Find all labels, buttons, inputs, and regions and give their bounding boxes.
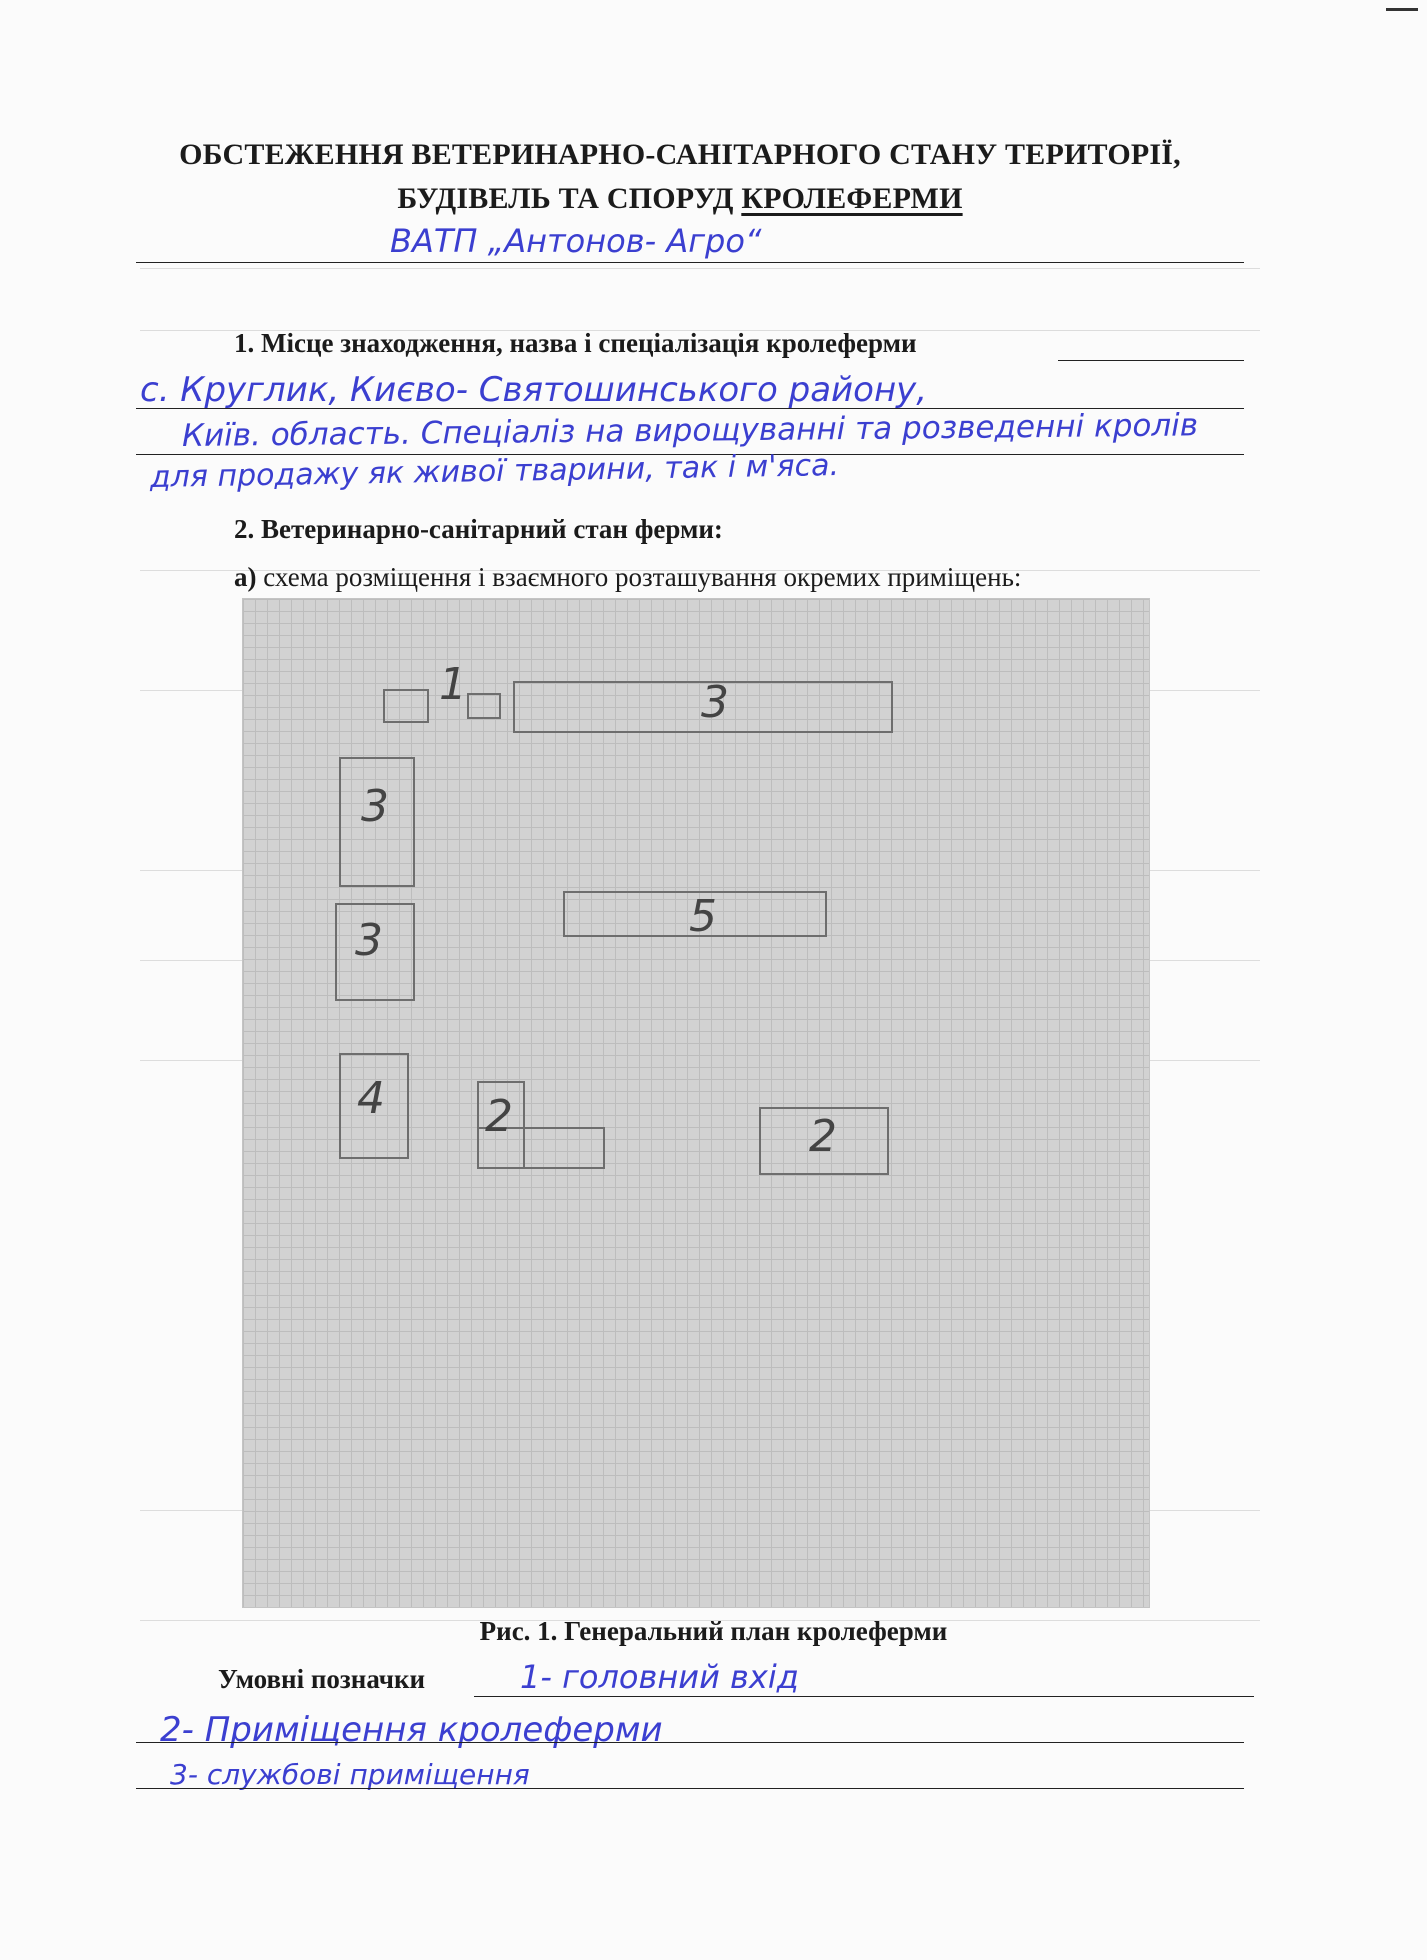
subheading-letter: а) — [234, 562, 257, 592]
general-plan-grid — [242, 598, 1150, 1608]
section1-handwritten-line1: с. Круглик, Києво- Святошинського району, — [140, 370, 928, 410]
legend-line3 — [136, 1788, 1244, 1789]
plan-building-label: 2 — [809, 1111, 837, 1162]
legend-entry-2: 2- Приміщення кролеферми — [160, 1710, 663, 1750]
plan-building-entrance-box-left — [383, 689, 429, 723]
plan-building-label: 5 — [689, 891, 717, 942]
section2-subheading — [234, 562, 1021, 593]
section1-handwritten-line3: для продажу як живої тварини, так і м'яса. — [149, 447, 840, 495]
figure-caption: Рис. 1. Генеральний план кролеферми — [479, 1616, 948, 1646]
section1-fill-line — [1058, 360, 1244, 361]
plan-building-label: 3 — [361, 781, 389, 832]
section2-heading: 2. Ветеринарно-санітарний стан ферми: — [234, 514, 723, 544]
plan-building-label: 3 — [355, 915, 383, 966]
farm-name-handwritten: ВАТП „Антонов- Агро“ — [390, 222, 762, 260]
plan-building-label: 3 — [701, 677, 729, 728]
legend-entry-3: 3- службові приміщення — [170, 1758, 530, 1791]
legend-line1 — [474, 1696, 1254, 1697]
section1-handwritten-line2: Київ. область. Спеціаліз на вирощуванні та розведенні кролів — [181, 407, 1199, 454]
plan-building-label: 2 — [485, 1091, 513, 1142]
legend-line2 — [136, 1742, 1244, 1743]
section1-heading: 1. Місце знаходження, назва і спеціалізація кролеферми — [234, 328, 917, 358]
title-prefix: БУДІВЕЛЬ ТА СПОРУД — [397, 182, 742, 215]
farm-name-line — [136, 262, 1244, 263]
legend-label: Умовні позначки — [218, 1664, 426, 1694]
plan-building-label: 1 — [439, 659, 467, 710]
document-title-line2 — [100, 182, 1260, 216]
title-underlined-word: КРОЛЕФЕРМИ — [741, 182, 963, 215]
plan-building-entrance-box-right — [467, 693, 501, 719]
document-title-line1: ОБСТЕЖЕННЯ ВЕТЕРИНАРНО-САНІТАРНОГО СТАНУ ТЕРИТОРІЇ, — [179, 138, 1181, 171]
scan-mark — [1386, 8, 1418, 11]
legend-entry-1: 1- головний вхід — [520, 1658, 799, 1696]
plan-building-label: 4 — [357, 1073, 385, 1124]
subheading-text: схема розміщення і взаємного розташування окремих приміщень: — [256, 562, 1022, 592]
